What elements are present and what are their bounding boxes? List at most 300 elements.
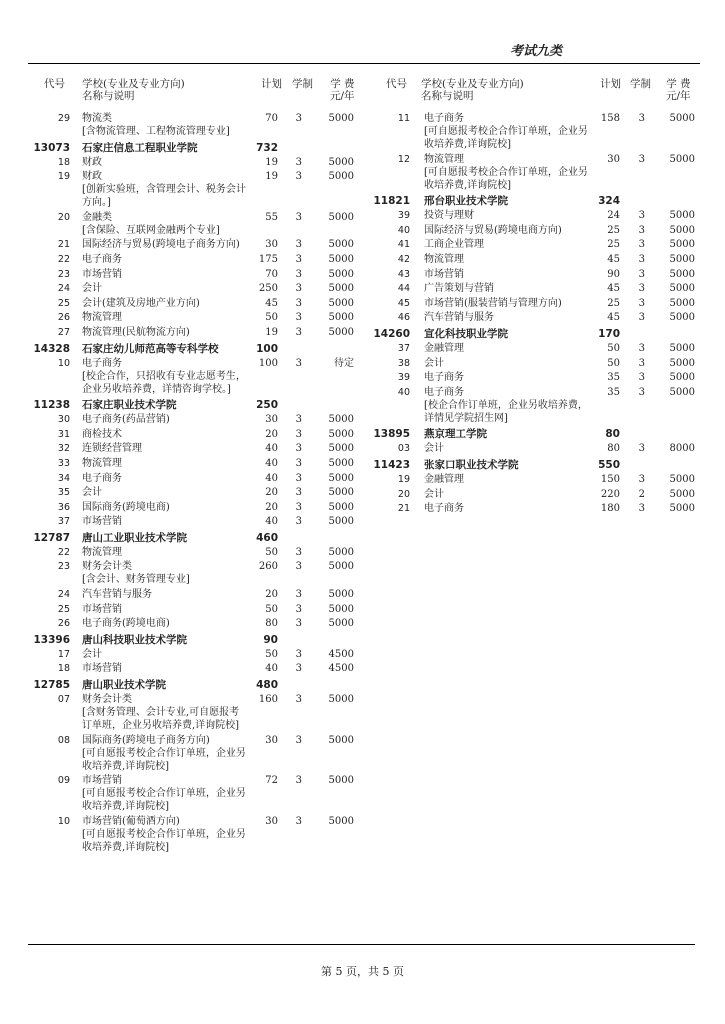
code-cell: 14260 [373,327,410,340]
plan-cell: 24 [607,210,620,222]
plan-cell: 90 [607,268,620,280]
school-row [372,426,698,442]
code-cell: 40 [397,224,410,236]
code-cell: 37 [397,342,410,354]
name-cell: 连锁经营管理 [82,443,142,455]
fee-cell: 5000 [328,414,354,426]
plan-cell: 160 [258,694,278,706]
plan-cell: 250 [258,283,278,295]
major-row [30,472,360,487]
major-row [30,238,360,253]
plan-header: 计划 [600,78,621,90]
major-row [30,815,360,856]
years-cell: 3 [295,618,302,630]
fee-cell: 5000 [328,443,354,455]
major-row [30,253,360,268]
name-cell: 物流管理 [82,546,122,558]
years-cell: 3 [295,283,302,295]
plan-cell: 70 [265,268,278,280]
code-cell: 32 [57,443,70,455]
fee-cell: 5000 [328,546,354,558]
years-cell: 3 [295,211,302,223]
code-cell: 22 [57,546,70,558]
years-cell: 3 [638,297,645,309]
years-cell: 2 [638,488,645,500]
fee-cell: 5000 [328,618,354,630]
code-cell: 21 [397,503,410,515]
name-cell: 物流管理 [82,312,122,324]
code-cell: 12 [397,153,410,165]
code-cell: 13895 [373,428,410,441]
fee-cell: 5000 [669,224,695,236]
name-cell: 电子商务(药品营销) [82,414,170,426]
name-cell: 市场营销(服装营销与管理方向) [424,297,562,309]
years-cell: 3 [295,487,302,499]
plan-cell: 70 [265,113,278,124]
fee-cell: 5000 [669,268,695,280]
plan-cell: 732 [256,141,278,154]
code-cell: 44 [397,283,410,295]
years-cell: 3 [638,473,645,485]
years-cell: 3 [638,386,645,398]
fee-cell: 5000 [669,210,695,222]
name-cell: 石家庄信息工程职业学院 [82,141,198,154]
years-cell: 3 [295,357,302,369]
name-cell: 市场营销 [可自愿报考校企合作订单班，企业另收培养费,详询院校] [82,775,246,813]
plan-cell: 50 [265,648,278,660]
code-cell: 33 [57,457,70,469]
years-cell: 3 [638,224,645,236]
name-cell: 国际商务(跨境电子商务方向) [可自愿报考校企合作订单班，企业另收培养费,详询院校] [82,734,246,772]
code-header: 代号 [44,78,65,90]
plan-cell: 170 [598,327,620,340]
plan-cell: 100 [258,357,278,369]
fee-cell: 5000 [669,297,695,309]
code-cell: 29 [57,113,70,124]
major-row [372,112,698,153]
years-cell: 3 [638,113,645,124]
code-cell: 39 [397,372,410,384]
fee-cell: 5000 [328,457,354,469]
code-cell: 30 [57,414,70,426]
major-row [372,371,698,386]
fee-cell: 5000 [328,815,354,827]
fee-cell: 8000 [669,443,695,455]
school-row [30,530,360,546]
plan-cell: 45 [607,283,620,295]
major-row [372,488,698,503]
code-cell: 26 [57,618,70,630]
fee-cell: 5000 [328,775,354,787]
name-cell: 财政 [82,156,102,168]
header-rule [28,63,700,64]
code-cell: 10 [57,357,70,369]
fee-cell: 5000 [328,283,354,295]
name-cell: 财政 [创新实验班，含管理会计、税务会计方向。] [82,171,246,209]
table-header [30,78,360,112]
plan-cell: 220 [600,488,620,500]
left-column [30,78,360,855]
years-cell: 3 [638,312,645,324]
name-cell: 电子商务 [可自愿报考校企合作订单班，企业另收培养费,详询院校] [424,113,588,150]
plan-cell: 550 [598,458,620,471]
fee-header: 学 费 元/年 [666,78,691,102]
right-column [372,78,698,517]
major-row [30,413,360,428]
fee-header: 学 费 元/年 [330,78,355,102]
years-cell: 3 [638,357,645,369]
school-row [30,341,360,357]
fee-cell: 5000 [669,153,695,165]
major-row [30,501,360,516]
code-cell: 08 [57,734,70,746]
fee-cell: 5000 [328,734,354,746]
plan-cell: 30 [607,153,620,165]
code-cell: 25 [57,297,70,309]
years-cell: 3 [295,428,302,440]
fee-cell: 5000 [669,488,695,500]
years-cell: 3 [295,663,302,675]
plan-cell: 45 [265,297,278,309]
fee-cell: 5000 [328,326,354,338]
major-row [30,648,360,663]
plan-cell: 40 [265,663,278,675]
school-row [30,632,360,648]
fee-cell: 5000 [669,253,695,265]
name-cell: 会计 [82,487,102,499]
code-cell: 07 [57,694,70,706]
fee-cell: 5000 [669,503,695,515]
name-cell: 电子商务 [校企合作，只招收有专业志愿考生，企业另收培养费，详情咨询学校。] [82,357,246,395]
major-row [372,224,698,239]
code-cell: 40 [397,386,410,398]
code-cell: 23 [57,561,70,573]
name-cell: 电子商务 [424,503,464,515]
name-cell: 财务会计类 [含会计、财务管理专业] [82,561,190,586]
code-cell: 23 [57,268,70,280]
major-row [30,268,360,283]
fee-cell: 5000 [328,211,354,223]
plan-cell: 20 [265,487,278,499]
name-cell: 国际经济与贸易(跨境电子商务方向) [82,239,240,251]
major-row [30,211,360,239]
name-cell: 市场营销 [424,268,464,280]
plan-cell: 40 [265,443,278,455]
fee-cell: 5000 [328,487,354,499]
years-cell: 3 [638,503,645,515]
name-cell: 汽车营销与服务 [82,589,152,601]
years-cell: 3 [295,414,302,426]
years-cell: 3 [295,734,302,746]
name-cell: 会计 [424,357,444,369]
code-cell: 31 [57,428,70,440]
plan-cell: 30 [265,815,278,827]
fee-cell: 5000 [669,113,695,124]
code-cell: 43 [397,268,410,280]
years-cell: 3 [638,153,645,165]
name-cell: 物流管理 [424,253,464,265]
code-cell: 11821 [373,195,410,208]
fee-cell: 5000 [328,113,354,124]
fee-cell: 5000 [328,253,354,265]
left-rows [30,112,360,855]
plan-cell: 45 [607,312,620,324]
plan-cell: 158 [600,113,620,124]
fee-cell: 5000 [669,473,695,485]
plan-cell: 19 [265,171,278,183]
fee-cell: 5000 [328,694,354,706]
plan-cell: 55 [265,211,278,223]
name-cell: 国际商务(跨境电商) [82,501,170,513]
plan-cell: 25 [607,297,620,309]
years-cell: 3 [295,171,302,183]
plan-cell: 35 [607,372,620,384]
plan-cell: 50 [265,603,278,615]
code-cell: 13396 [33,633,70,646]
code-cell: 24 [57,283,70,295]
plan-cell: 40 [265,457,278,469]
code-cell: 03 [397,443,410,455]
plan-cell: 250 [256,399,278,412]
fee-cell: 4500 [328,648,354,660]
years-cell: 3 [295,472,302,484]
plan-cell: 20 [265,589,278,601]
name-cell: 燕京理工学院 [424,428,487,441]
name-cell: 石家庄职业技术学院 [82,399,177,412]
major-row [30,662,360,677]
major-row [372,209,698,224]
plan-cell: 30 [265,414,278,426]
name-cell: 物流管理 [可自愿报考校企合作订单班，企业另收培养费,详询院校] [424,153,588,191]
plan-cell: 260 [258,561,278,573]
major-row [372,442,698,457]
code-cell: 38 [397,357,410,369]
name-cell: 物流管理 [82,457,122,469]
name-cell: 市场营销 [82,516,122,528]
page-footer: 第 5 页，共 5 页 [321,965,404,978]
plan-cell: 480 [256,679,278,692]
major-row [372,386,698,427]
plan-cell: 19 [265,326,278,338]
name-cell: 市场营销 [82,663,122,675]
code-cell: 20 [57,211,70,223]
name-cell: 广告策划与营销 [424,283,494,295]
years-cell: 3 [295,694,302,706]
fee-cell: 5000 [669,386,695,398]
years-cell: 3 [638,268,645,280]
fee-cell: 5000 [328,171,354,183]
code-cell: 36 [57,501,70,513]
name-cell: 投资与理财 [424,210,474,222]
plan-cell: 100 [256,342,278,355]
code-cell: 11238 [33,399,70,412]
major-row [30,112,360,140]
years-cell: 3 [295,297,302,309]
name-cell: 金融管理 [424,473,464,485]
name-cell: 邢台职业技术学院 [424,195,508,208]
plan-cell: 80 [607,443,620,455]
plan-header: 计划 [261,78,282,90]
years-cell: 3 [295,603,302,615]
code-cell: 37 [57,516,70,528]
major-row [372,311,698,326]
code-cell: 12785 [33,679,70,692]
name-cell: 财务会计类 [含财务管理、会计专业,可自愿报考订单班，企业另收培养费,详询院校] [82,694,240,732]
plan-cell: 324 [598,195,620,208]
years-cell: 3 [638,253,645,265]
plan-cell: 20 [265,501,278,513]
plan-cell: 30 [265,734,278,746]
plan-cell: 30 [265,239,278,251]
code-cell: 11 [397,113,410,124]
name-cell: 石家庄幼儿师范高等专科学校 [82,342,219,355]
code-cell: 10 [57,815,70,827]
years-cell: 3 [295,561,302,573]
major-row [372,473,698,488]
name-header: 学校(专业及专业方向) 名称与说明 [82,78,185,102]
code-cell: 18 [57,156,70,168]
code-cell: 26 [57,312,70,324]
major-row [372,282,698,297]
plan-cell: 90 [263,633,278,646]
major-row [372,253,698,268]
years-cell: 3 [295,516,302,528]
plan-cell: 35 [607,386,620,398]
years-cell: 3 [295,589,302,601]
major-row [30,515,360,530]
code-cell: 41 [397,239,410,251]
fee-cell: 5000 [669,283,695,295]
fee-cell: 5000 [328,561,354,573]
plan-cell: 19 [265,156,278,168]
years-cell: 3 [295,775,302,787]
major-row [30,734,360,775]
code-cell: 21 [57,239,70,251]
major-row [30,357,360,398]
years-cell: 3 [295,113,302,124]
fee-cell: 5000 [328,516,354,528]
name-cell: 金融类 [含保险、互联网金融两个专业] [82,211,220,236]
fee-cell: 5000 [328,312,354,324]
fee-cell: 待定 [334,357,354,369]
fee-cell: 5000 [328,472,354,484]
years-cell: 3 [295,268,302,280]
name-cell: 商检技术 [82,428,122,440]
name-cell: 会计 [424,488,444,500]
plan-cell: 50 [607,342,620,354]
code-cell: 12787 [33,531,70,544]
footer-rule [28,944,695,945]
name-cell: 物流管理(民航物流方向) [82,326,190,338]
years-cell: 3 [638,210,645,222]
plan-cell: 80 [605,428,620,441]
name-cell: 汽车营销与服务 [424,312,494,324]
fee-cell: 5000 [328,603,354,615]
fee-cell: 5000 [328,297,354,309]
years-cell: 3 [295,253,302,265]
years-cell: 3 [638,342,645,354]
name-cell: 会计(建筑及房地产业方向) [82,297,200,309]
plan-cell: 50 [265,312,278,324]
name-cell: 张家口职业技术学院 [424,458,519,471]
major-row [372,268,698,283]
plan-cell: 40 [265,516,278,528]
code-cell: 09 [57,775,70,787]
major-row [30,693,360,734]
plan-cell: 25 [607,239,620,251]
major-row [30,170,360,211]
right-rows [372,112,698,517]
years-cell: 3 [295,648,302,660]
years-cell: 3 [638,283,645,295]
name-cell: 电子商务 [82,253,122,265]
fee-cell: 5000 [669,357,695,369]
years-cell: 3 [295,239,302,251]
plan-cell: 20 [265,428,278,440]
plan-cell: 45 [607,253,620,265]
name-cell: 市场营销 [82,603,122,615]
years-cell: 3 [295,501,302,513]
major-row [30,282,360,297]
name-cell: 物流类 [含物流管理、工程物流管理专业] [82,113,230,137]
code-cell: 35 [57,487,70,499]
major-row [372,357,698,372]
major-row [372,297,698,312]
major-row [372,502,698,517]
years-header: 学制 [630,78,651,90]
major-row [30,457,360,472]
name-cell: 电子商务 [82,472,122,484]
major-row [30,588,360,603]
code-cell: 34 [57,472,70,484]
plan-cell: 460 [256,531,278,544]
major-row [372,153,698,194]
name-cell: 会计 [82,283,102,295]
plan-cell: 150 [600,473,620,485]
major-row [30,603,360,618]
code-cell: 42 [397,253,410,265]
plan-cell: 50 [607,357,620,369]
major-row [30,486,360,501]
years-cell: 3 [295,815,302,827]
name-cell: 金融管理 [424,342,464,354]
major-row [30,442,360,457]
page-header-title: 考试九类 [509,44,562,59]
name-cell: 电子商务(跨境电商) [82,618,170,630]
school-row [30,397,360,413]
years-cell: 3 [295,443,302,455]
years-cell: 3 [638,239,645,251]
major-row [30,156,360,171]
major-row [30,311,360,326]
code-cell: 14328 [33,342,70,355]
fee-cell: 4500 [328,663,354,675]
name-cell: 会计 [82,648,102,660]
years-cell: 3 [638,372,645,384]
name-header: 学校(专业及专业方向) 名称与说明 [421,78,524,102]
code-cell: 27 [57,326,70,338]
code-header: 代号 [386,78,407,90]
code-cell: 24 [57,589,70,601]
school-row [372,457,698,473]
code-cell: 46 [397,312,410,324]
fee-cell: 5000 [669,312,695,324]
school-row [372,326,698,342]
years-cell: 3 [295,326,302,338]
code-cell: 19 [57,171,70,183]
name-cell: 国际经济与贸易(跨境电商方向) [424,224,562,236]
plan-cell: 180 [600,503,620,515]
